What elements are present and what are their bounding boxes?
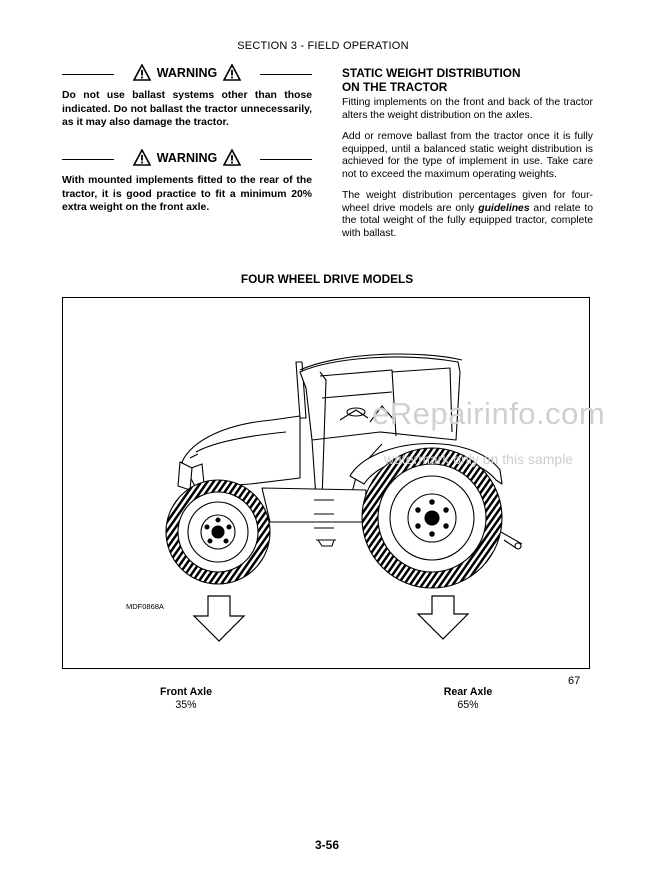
paragraph-2: Add or remove ballast from the tractor once it is fully equipped, until a balanced static weight distribution is achieved for the type of implement in use. Take care not to exceed the maximum operating weights. [342, 131, 593, 180]
rear-axle-load-arrow [418, 596, 468, 639]
heading-line-1: STATIC WEIGHT DISTRIBUTION [342, 66, 521, 80]
paragraph-1: Fitting implements on the front and back of the tractor alters the weight distribution on the axles. [342, 97, 593, 121]
paragraph-3-text: The weight distribution percentages given for four-wheel drive models are only [342, 190, 593, 214]
rear-wheel [362, 448, 502, 588]
watermark: eRepairinfo.com [372, 396, 606, 431]
front-wheel [166, 480, 270, 584]
page-number: 3-56 [314, 838, 340, 852]
emphasis-guidelines: guidelines [478, 202, 530, 214]
warning-text: Do not use ballast systems other than those indicated. Do not ballast the tractor unnecessarily, as it may also damage the tractor. [62, 90, 312, 128]
figure-number: 67 [568, 675, 581, 687]
rear-axle-label: Rear Axle [443, 686, 493, 698]
drawing-code: MDF0868A [126, 602, 164, 611]
watermark-subtitle: watermark only on this sample [384, 451, 574, 467]
rear-axle-caption [418, 686, 518, 712]
section-header: SECTION 3 - FIELD OPERATION [237, 40, 409, 52]
paragraph-3-text-end: and relate to the total weight of the fully equipped tractor, complete with ballast. [342, 202, 594, 239]
warning-title: WARNING [156, 65, 218, 80]
warning-text: With mounted implements fitted to the rear of the tractor, it is good practice to fit a minimum 20% extra weight on the front axle. [62, 175, 312, 213]
front-axle-value: 35% [175, 699, 197, 711]
warning-title: WARNING [156, 150, 218, 165]
front-axle-load-arrow [194, 596, 244, 641]
front-axle-label: Front Axle [160, 686, 212, 698]
heading-line-2: ON THE TRACTOR [342, 80, 448, 94]
front-axle-caption [136, 686, 236, 712]
rear-axle-value: 65% [457, 699, 479, 711]
figure-title: FOUR WHEEL DRIVE MODELS [240, 272, 414, 286]
